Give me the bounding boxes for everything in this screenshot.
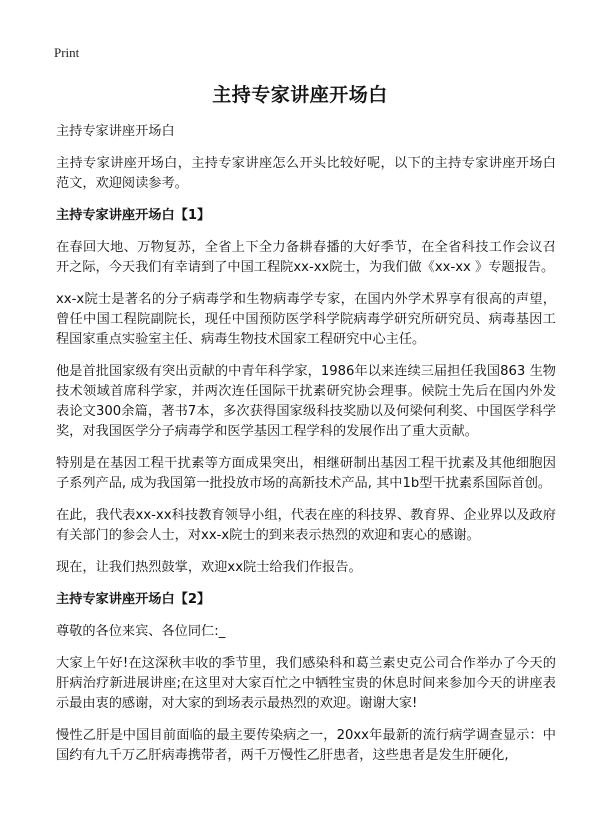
document-body: [56, 122, 556, 778]
paragraph: 在此，我代表xx-xx科技教育领导小组，代表在座的科技界、教育界、企业界以及政府有关部门的参会人士，对xx-x院士的到来表示热烈的欢迎和衷心的感谢。: [56, 508, 556, 543]
page-title: 主持专家讲座开场白: [212, 84, 388, 106]
paragraph: 特别是在基因工程干扰素等方面成果突出，相继研制出基因工程干扰素及其他细胞因子系列产品, 成为我国第一批投放市场的高新技术产品, 其中1b型干扰素系国际首创。: [56, 456, 556, 491]
paragraph: 在春回大地、万物复苏，全省上下全力备耕春播的大好季节，在全省科技工作会议召开之际，今天我们有幸请到了中国工程院xx-xx院士，为我们做《xx-xx 》专题报告。: [56, 240, 556, 275]
section-heading-1: 主持专家讲座开场白【1】: [56, 208, 211, 223]
paragraph: 慢性乙肝是中国目前面临的最主要传染病之一，20xx年最新的流行病学调查显示：中国约有九千万乙肝病毒携带者，两千万慢性乙肝患者，这些患者是发生肝硬化,: [56, 728, 556, 763]
paragraph: 他是首批国家级有突出贡献的中青年科学家，1986年以来连续三届担任我国863 生物技术领域首席科学家，并两次连任国际干扰素研究协会理事。候院士先后在国内外发表论文300余篇，著书7本，多次获得国家级科技奖励以及何梁何利奖、中国医学科学奖，对我国医学分子病毒学和医学基因工程学科的发展作出了重大贡献。: [56, 364, 556, 439]
paragraph: 现在，让我们热烈鼓掌，欢迎xx院士给我们作报告。: [56, 560, 362, 575]
print-link[interactable]: Print: [54, 45, 80, 60]
paragraph: xx-x院士是著名的分子病毒学和生物病毒学专家，在国内外学术界享有很高的声望，曾任中国工程院副院长，现任中国预防医学科学院病毒学研究所研究员、病毒基因工程国家重点实验室主任、病毒生物技术国家工程研究中心主任。: [56, 292, 556, 347]
paragraph: 大家上午好!在这深秋丰收的季节里，我们感染科和葛兰素史克公司合作举办了今天的肝病治疗新进展讲座;在这里对大家百忙之中牺牲宝贵的休息时间来参加今天的讲座表示最由衷的感谢，对大家的到场表示最热烈的欢迎。谢谢大家!: [56, 656, 556, 711]
intro-paragraph: 主持专家讲座开场白，主持专家讲座怎么开头比较好呢，以下的主持专家讲座开场白范文，欢迎阅读参考。: [56, 156, 556, 191]
subtitle: 主持专家讲座开场白: [56, 124, 175, 139]
section-heading-2: 主持专家讲座开场白【2】: [56, 592, 211, 607]
paragraph: 尊敬的各位来宾、各位同仁:_: [56, 624, 226, 639]
